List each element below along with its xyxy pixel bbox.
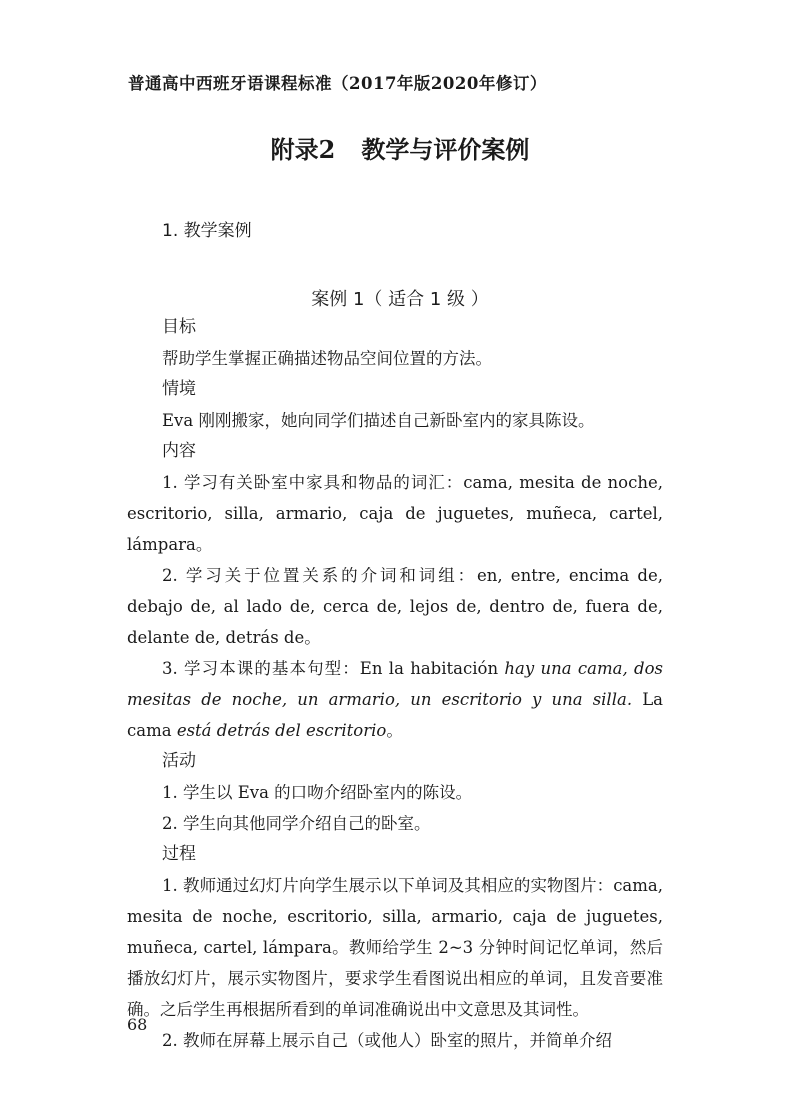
section-heading: 1. 教学案例 [162,221,252,241]
sentence-pattern-text: 。 [386,721,403,740]
sentence-pattern-text: 3. 学习本课的基本句型：En la habitación [162,659,505,678]
running-header: 普通高中西班牙语课程标准（2017年版2020年修订） [128,74,547,93]
goal-text: 帮助学生掌握正确描述物品空间位置的方法。 [162,349,492,368]
appendix-heading: 教学与评价案例 [361,135,530,164]
activities-heading: 活动 [162,751,196,771]
case-title: 案例 1（ 适合 1 级 ） [311,289,489,310]
content-item-vocabulary: 1. 学习有关卧室中家具和物品的词汇：cama, mesita de noche, escritorio, silla, armario, caja de juguetes, muñeca, cartel, lámpara。 [127,473,663,554]
process-item: 2. 教师在屏幕上展示自己（或他人）卧室的照片，并简单介绍 [162,1031,612,1050]
sentence-pattern-example: está detrás del escritorio [176,721,387,740]
appendix-title [0,130,800,165]
situation-text: Eva 刚刚搬家，她向同学们描述自己新卧室内的家具陈设。 [162,411,595,430]
goal-heading: 目标 [162,317,196,337]
content-item-sentence-patterns [127,653,663,746]
appendix-label: 附录2 [270,135,336,164]
sentence-pattern-example: hay una cama, dos mesitas de noche, un armario, un escritorio y una silla. [127,659,663,709]
process-item: 1. 教师通过幻灯片向学生展示以下单词及其相应的实物图片：cama, mesita de noche, escritorio, silla, armario, caja de juguetes, muñeca, cartel, lámpara。教师给学生 2~3 分钟时间记忆单词，然后播放幻灯片，展示实物图片，要求学生看图说出相应的单词，且发音要准确。之后学生再根据所看到的单词准确说出中文意思及其词性。 [127,876,663,1019]
page-number: 68 [127,1015,148,1034]
situation-heading: 情境 [162,379,196,399]
case-body [127,312,663,1056]
sentence-pattern-text: La cama [127,690,663,740]
process-heading: 过程 [162,844,196,864]
activity-item: 1. 学生以 Eva 的口吻介绍卧室内的陈设。 [162,783,473,802]
content-item-prepositions: 2. 学习关于位置关系的介词和词组：en, entre, encima de, debajo de, al lado de, cerca de, lejos de, dentro de, fuera de, delante de, detrás de。 [127,566,663,647]
content-heading: 内容 [162,441,196,461]
activity-item: 2. 学生向其他同学介绍自己的卧室。 [162,814,431,833]
